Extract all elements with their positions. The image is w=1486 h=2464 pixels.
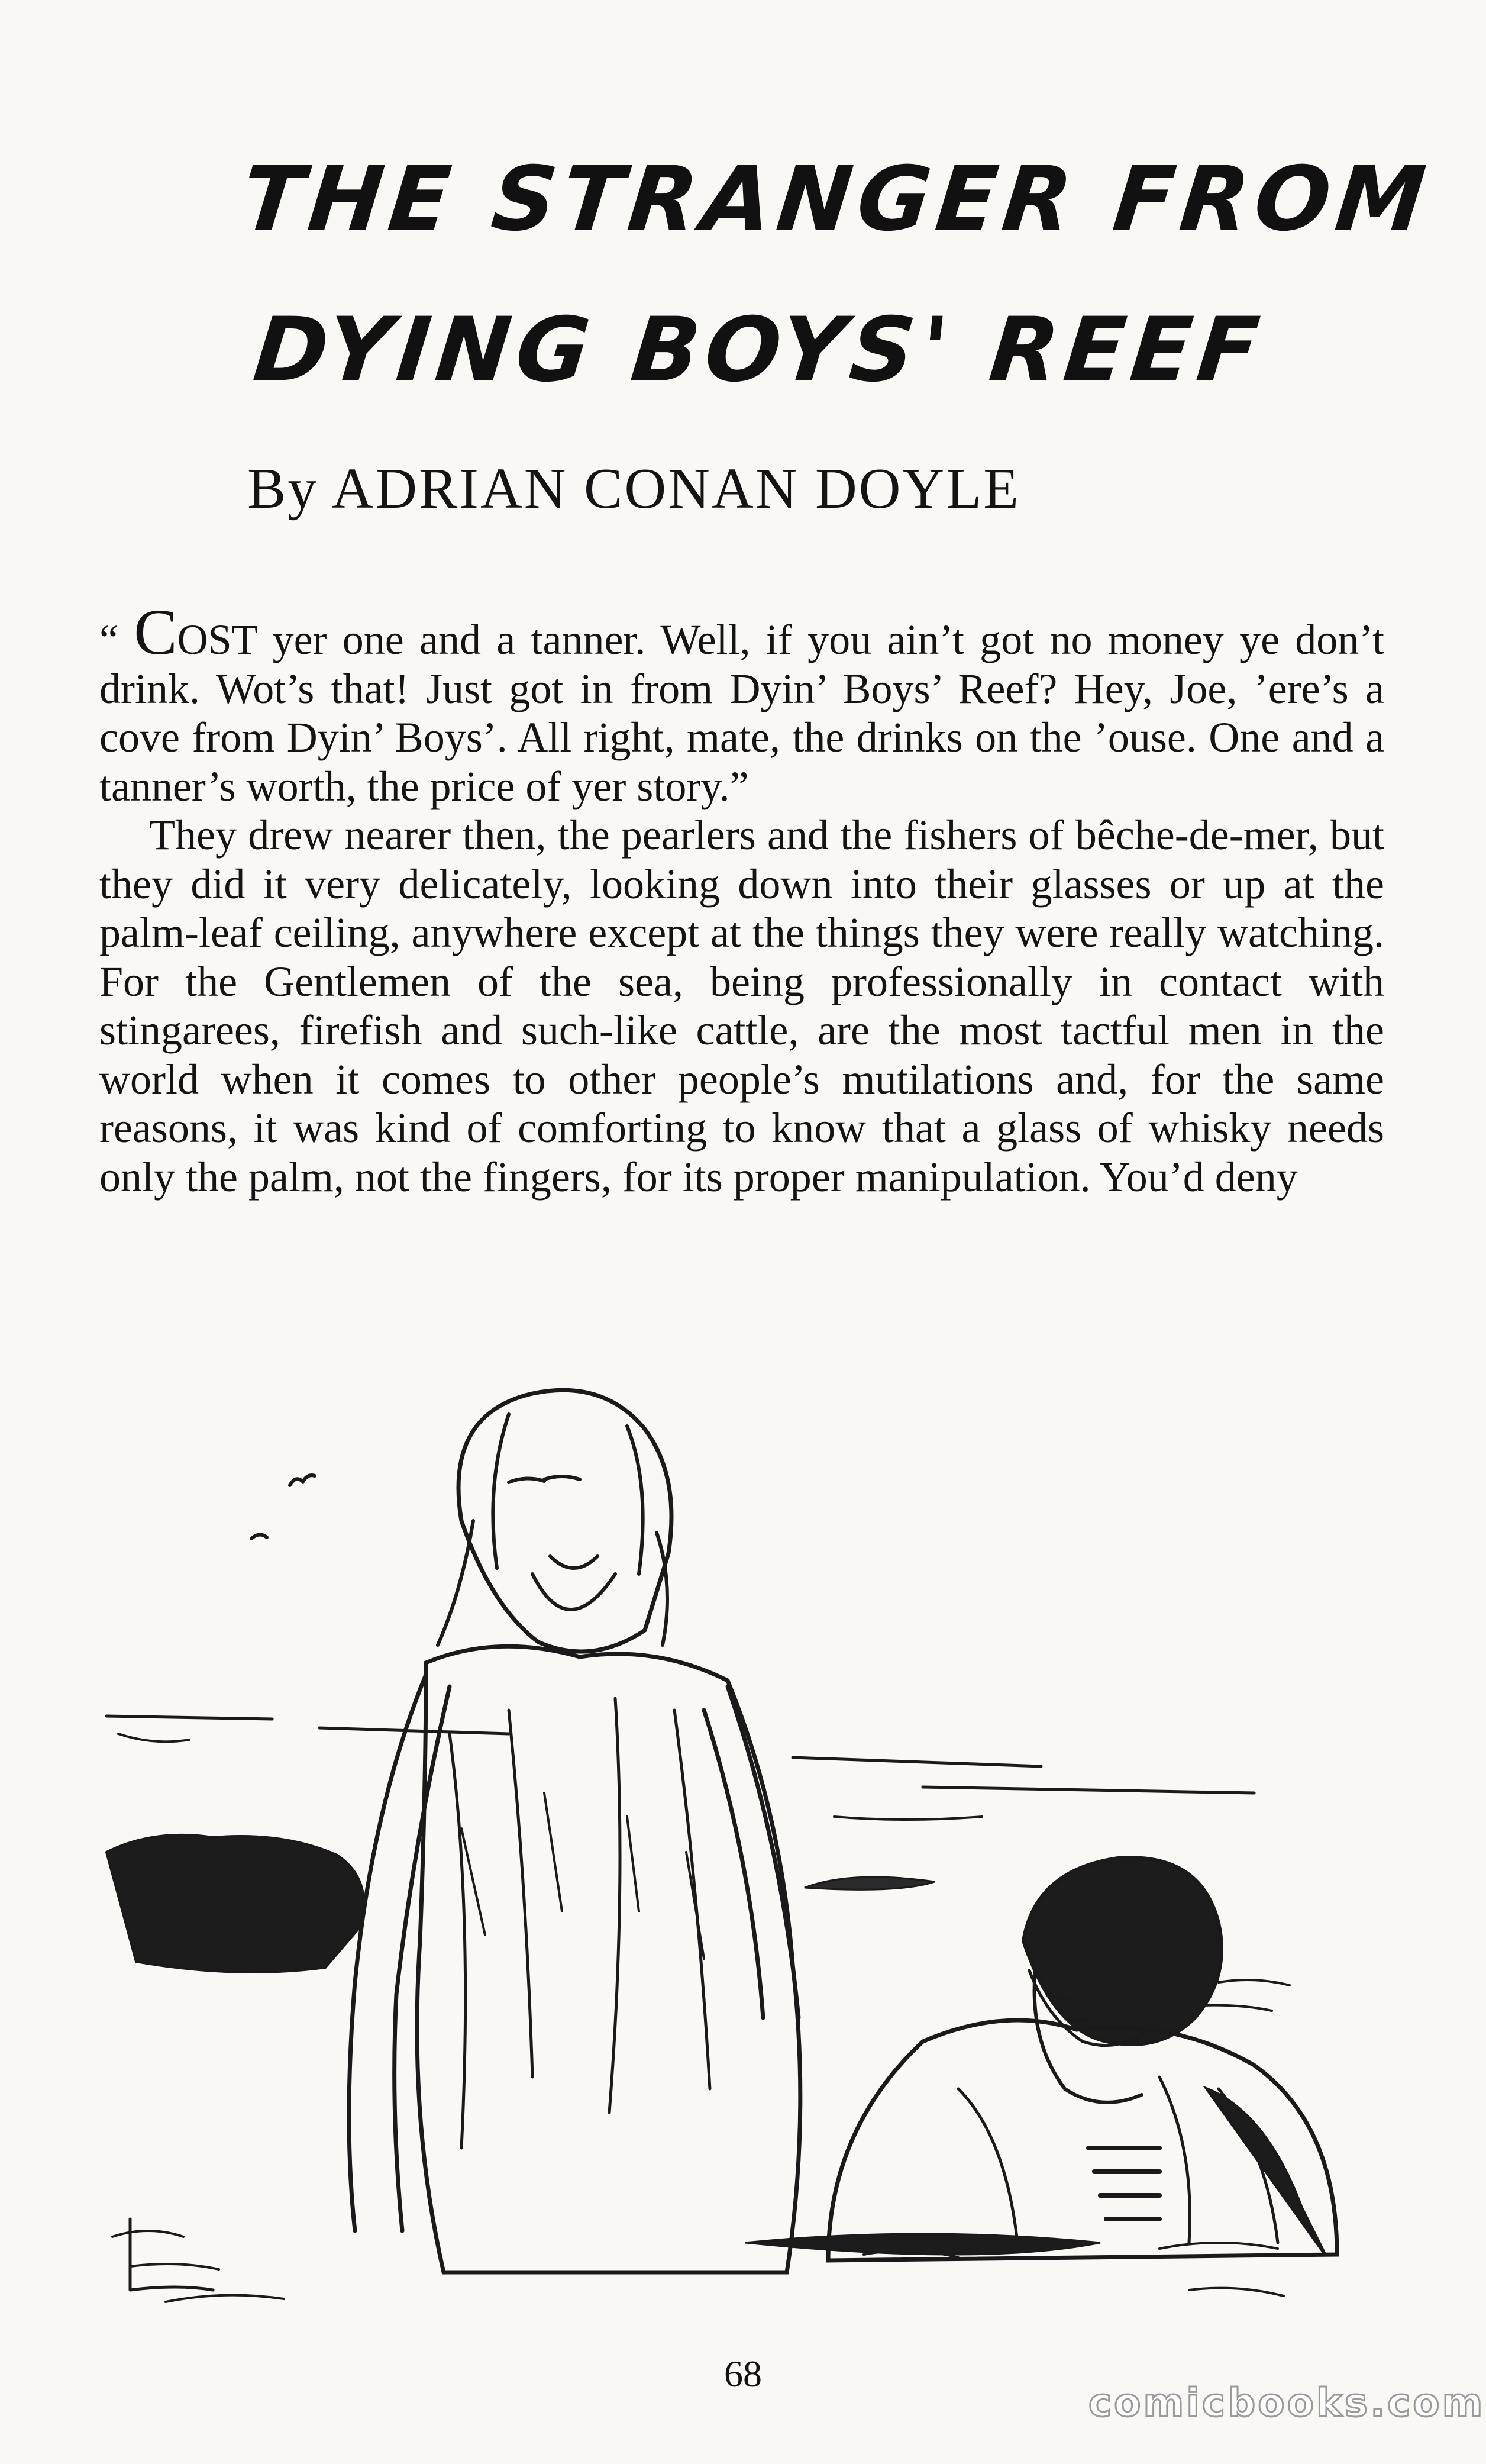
bird-icon	[290, 1475, 315, 1485]
story-illustration	[95, 1379, 1396, 2337]
open-quote: “	[99, 616, 134, 663]
story-body	[99, 596, 1384, 1201]
author-byline: By ADRIAN CONAN DOYLE	[247, 457, 1021, 521]
paragraph-1-text: OST yer one and a tanner. Well, if you ain’t got no money ye don’t drink. Wot’s that! Just got in from Dyin’ Boys’ Reef? Hey, Joe, ’ere’s a cove from Dyin’ Boys’. All right, mate, the drinks on the ’ouse. One and a tanner’s worth, the price of yer story.”	[99, 616, 1384, 810]
page-number: 68	[724, 2353, 762, 2395]
boy-head	[1023, 1857, 1222, 2044]
man-head	[458, 1390, 671, 1652]
drop-cap: C	[134, 596, 177, 668]
title-line-2: DYING BOYS' REEF	[248, 299, 1269, 402]
title-line-1: THE STRANGER FROM	[237, 148, 1436, 251]
paragraph-2: They drew nearer then, the pearlers and the fishers of bêche-de-mer, but they did it very delicately, looking down into their glasses or up at the palm-leaf ceiling, anywhere except at the things they were really watching. For the Gentlemen of the sea, being professionally in contact with stingarees, firefish and such-like cattle, are the most tactful men in the world when it comes to other people’s mutilations and, for the same reasons, it was kind of comforting to know that a glass of whisky needs only the palm, not the fingers, for its proper manipulation. You’d deny	[99, 811, 1384, 1201]
watermark: comicbooks.com	[1088, 2380, 1485, 2426]
paragraph-1	[99, 596, 1384, 811]
bird-icon	[251, 1534, 267, 1539]
man-arm	[349, 1675, 450, 2231]
rock	[106, 1835, 364, 1972]
